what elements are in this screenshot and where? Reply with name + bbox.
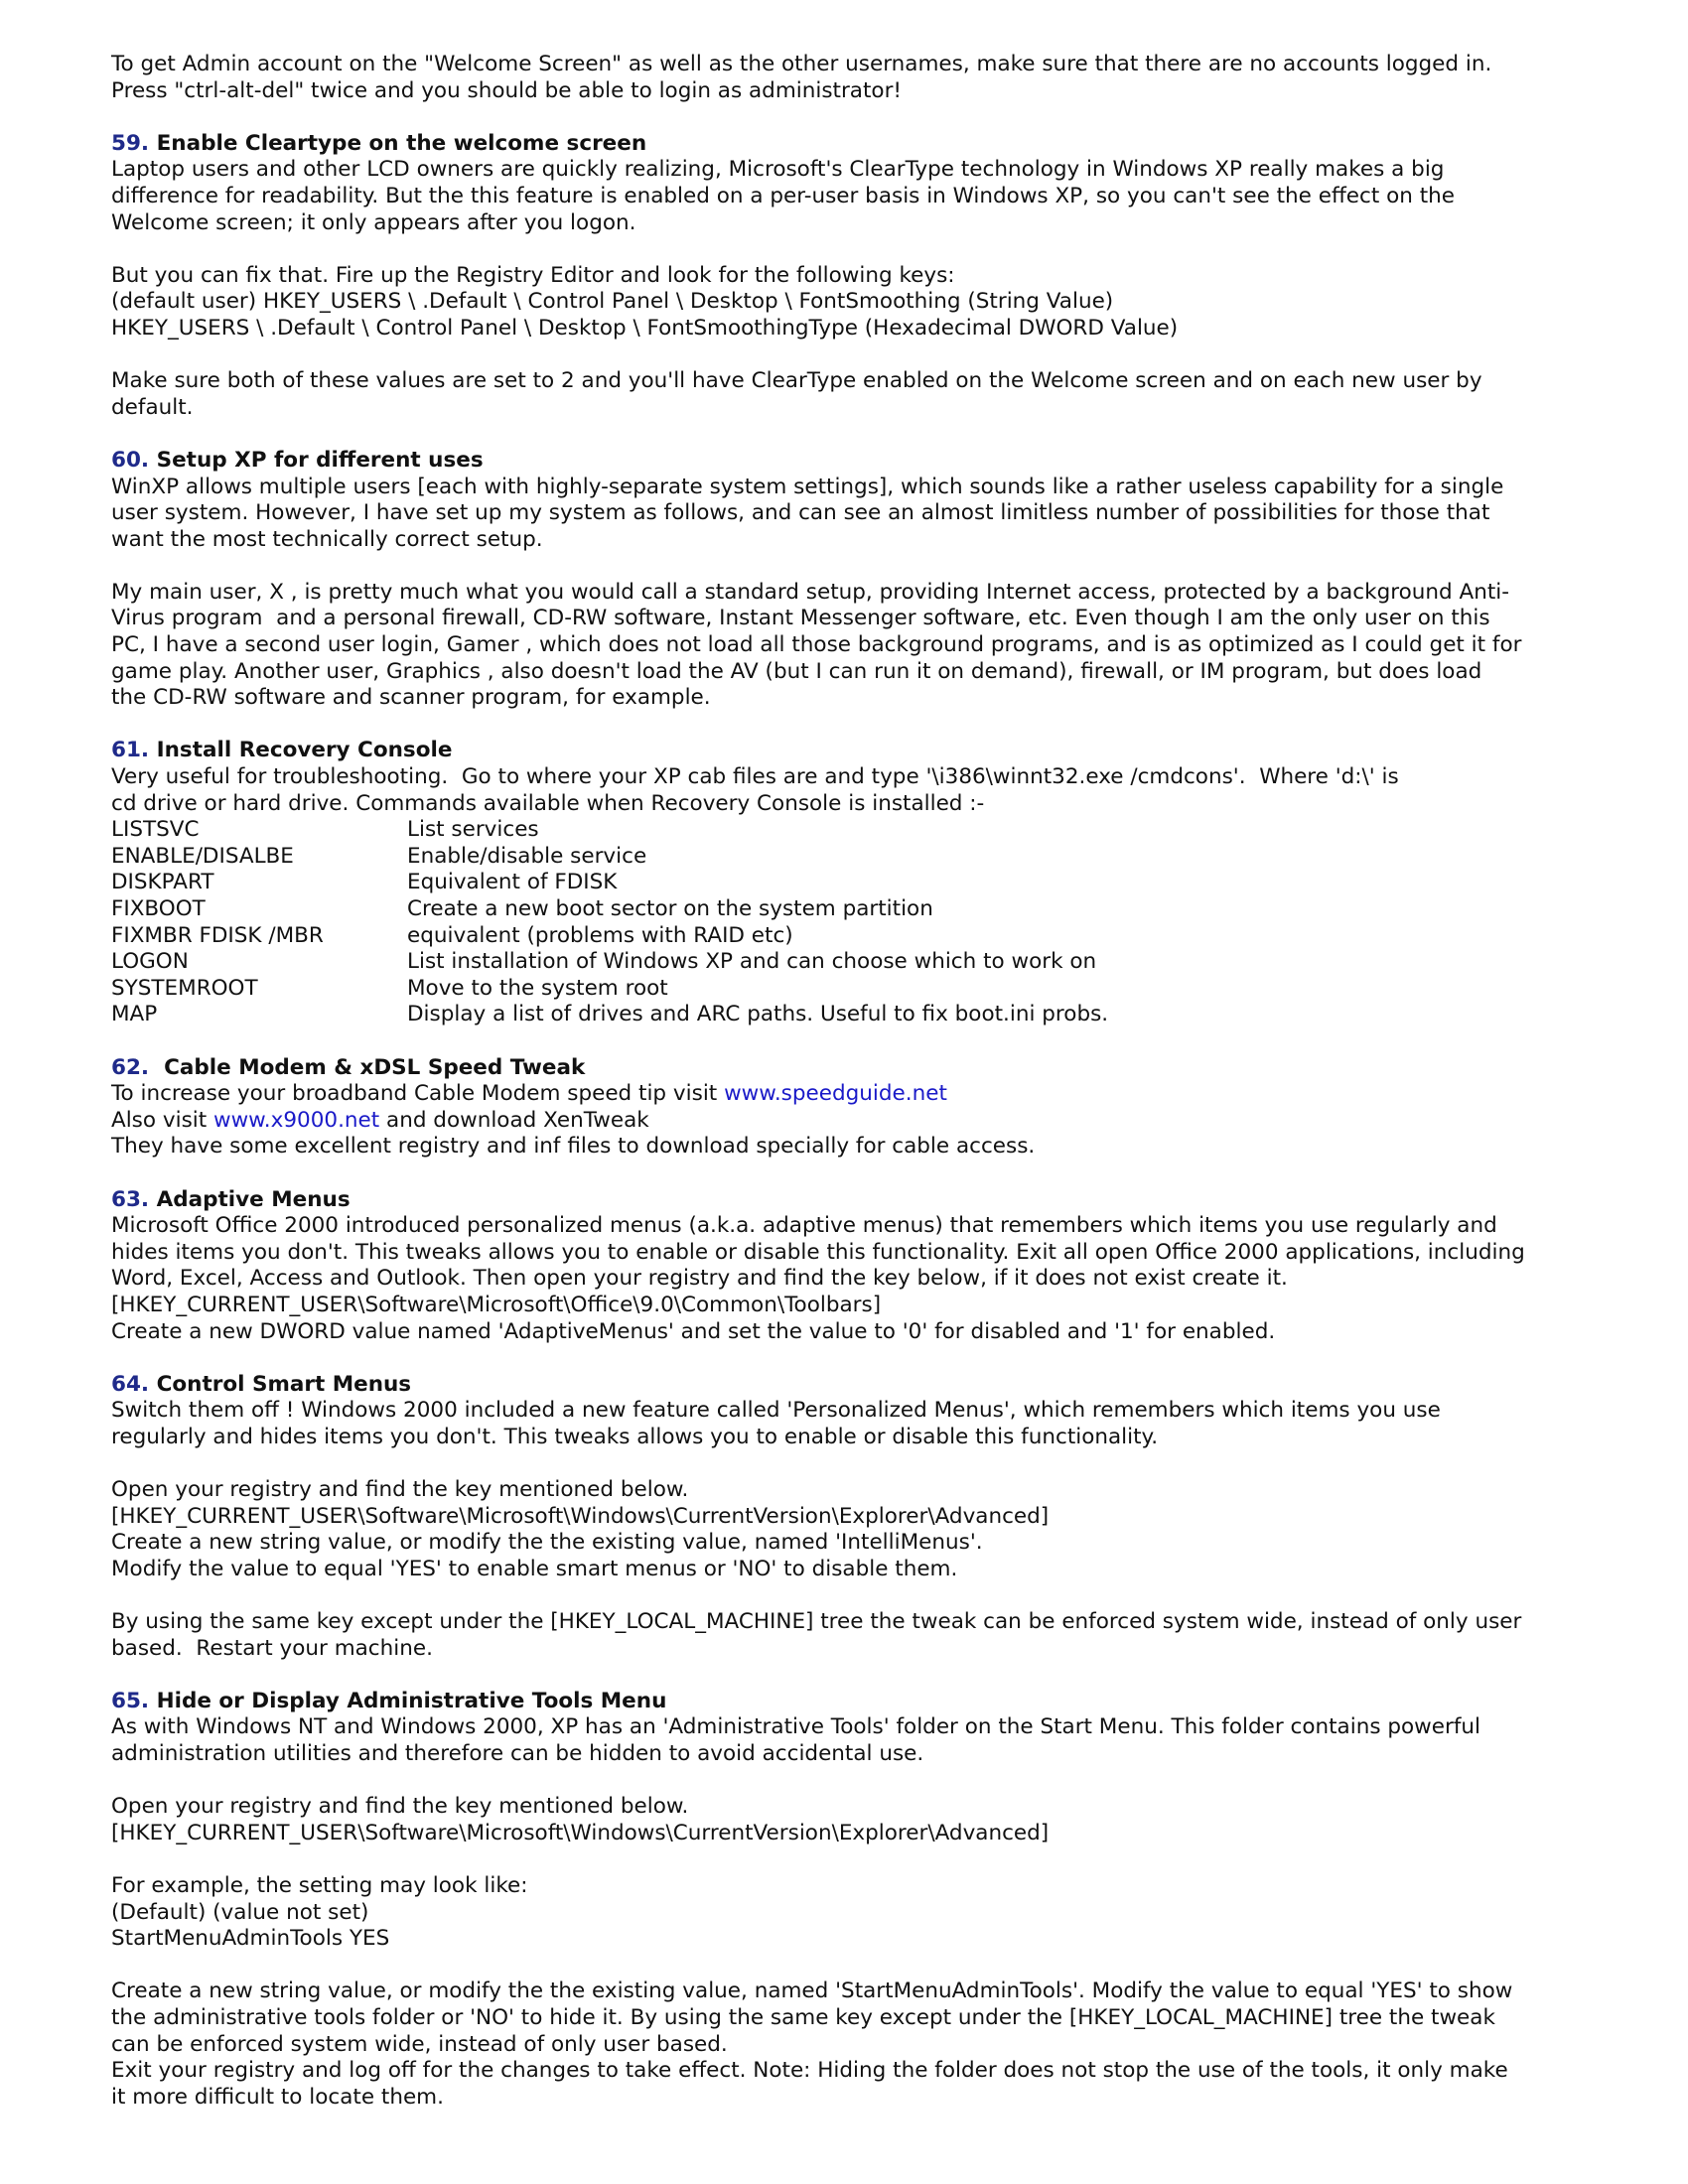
body-line: the CD-RW software and scanner program, for example.	[111, 685, 711, 711]
body-line: Exit your registry and log off for the changes to take effect. Note: Hiding the folder does not stop the use of the tools, it only make	[111, 2058, 1508, 2084]
section-65-heading: 65. Hide or Display Administrative Tools Menu	[111, 1688, 667, 1713]
command-name: MAP	[111, 1002, 158, 1027]
body-line: WinXP allows multiple users [each with highly-separate system settings], which sounds like a rather useless capability for a single	[111, 474, 1504, 499]
body-line: hides items you don't. This tweaks allows you to enable or disable this functionality. Exit all open Office 2000 applications, including	[111, 1239, 1525, 1265]
command-name: ENABLE/DISALBE	[111, 843, 294, 869]
command-name: DISKPART	[111, 870, 214, 895]
body-line: default.	[111, 394, 194, 420]
section-63-heading: 63. Adaptive Menus	[111, 1186, 351, 1212]
speedguide-link[interactable]: www.speedguide.net	[724, 1081, 947, 1107]
body-line: can be enforced system wide, instead of only user based.	[111, 2031, 728, 2057]
body-line: Switch them off ! Windows 2000 included a new feature called 'Personalized Menus', which remembers which items you use	[111, 1398, 1441, 1424]
body-line: Microsoft Office 2000 introduced personalized menus (a.k.a. adaptive menus) that remembers which items you use regularly and	[111, 1213, 1497, 1239]
command-description: Move to the system root	[407, 975, 668, 1001]
recovery-commands-table	[111, 817, 1108, 1028]
body-line: Virus program and a personal firewall, CD-RW software, Instant Messenger software, etc. Even though I am the only user on this	[111, 606, 1490, 631]
body-line: difference for readability. But the this feature is enabled on a per-user basis in Windows XP, so you can't see the effect on the	[111, 183, 1455, 208]
body-line: HKEY_USERS \ .Default \ Control Panel \ Desktop \ FontSmoothingType (Hexadecimal DWORD Value)	[111, 315, 1179, 341]
section-64-heading: 64. Control Smart Menus	[111, 1371, 412, 1397]
body-line: [HKEY_CURRENT_USER\Software\Microsoft\Office\9.0\Common\Toolbars]	[111, 1292, 882, 1317]
body-line: Also visit www.x9000.net and download XenTweak	[111, 1107, 649, 1133]
command-name: LISTSVC	[111, 817, 200, 843]
body-line: the administrative tools folder or 'NO' to hide it. By using the same key except under the [HKEY_LOCAL_MACHINE] tree the tweak	[111, 2004, 1495, 2030]
body-line: (default user) HKEY_USERS \ .Default \ Control Panel \ Desktop \ FontSmoothing (String Value)	[111, 289, 1114, 315]
body-line: regularly and hides items you don't. This tweaks allows you to enable or disable this functionality.	[111, 1424, 1159, 1449]
section-60-heading: 60. Setup XP for different uses	[111, 447, 484, 473]
command-description: equivalent (problems with RAID etc)	[407, 922, 793, 948]
body-line: Laptop users and other LCD owners are quickly realizing, Microsoft's ClearType technology in Windows XP really makes a big	[111, 157, 1445, 183]
body-line: Create a new DWORD value named 'AdaptiveMenus' and set the value to '0' for disabled and '1' for enabled.	[111, 1318, 1276, 1344]
body-line: cd drive or hard drive. Commands available when Recovery Console is installed :-	[111, 790, 985, 816]
body-line: StartMenuAdminTools YES	[111, 1926, 390, 1952]
section-61-heading: 61. Install Recovery Console	[111, 738, 453, 763]
body-line: user system. However, I have set up my system as follows, and can see an almost limitless number of possibilities for those that	[111, 500, 1490, 526]
body-line: administration utilities and therefore can be hidden to avoid accidental use.	[111, 1741, 924, 1766]
body-line: My main user, X , is pretty much what you would call a standard setup, providing Internet access, protected by a background Anti-	[111, 579, 1509, 605]
section-59-heading: 59. Enable Cleartype on the welcome screen	[111, 130, 647, 156]
table-row	[111, 817, 1108, 844]
body-line: But you can fix that. Fire up the Registry Editor and look for the following keys:	[111, 262, 955, 288]
table-row	[111, 870, 1108, 896]
body-line: Open your registry and find the key mentioned below.	[111, 1477, 689, 1503]
body-line: it more difficult to locate them.	[111, 2084, 444, 2110]
command-name: FIXBOOT	[111, 896, 206, 921]
command-description: Create a new boot sector on the system partition	[407, 896, 933, 921]
command-name: SYSTEMROOT	[111, 975, 258, 1001]
body-line: Create a new string value, or modify the the existing value, named 'IntelliMenus'.	[111, 1530, 983, 1556]
body-line: Modify the value to equal 'YES' to enable smart menus or 'NO' to disable them.	[111, 1556, 958, 1581]
section-62-heading: 62. Cable Modem & xDSL Speed Tweak	[111, 1054, 586, 1080]
command-description: List services	[407, 817, 539, 843]
x9000-link[interactable]: www.x9000.net	[213, 1107, 380, 1133]
body-line: By using the same key except under the [HKEY_LOCAL_MACHINE] tree the tweak can be enforced system wide, instead of only user	[111, 1609, 1522, 1635]
body-line: [HKEY_CURRENT_USER\Software\Microsoft\Windows\CurrentVersion\Explorer\Advanced]	[111, 1503, 1050, 1529]
body-line: PC, I have a second user login, Gamer , which does not load all those background programs, and is as optimized as I could get it for	[111, 632, 1522, 658]
body-line: (Default) (value not set)	[111, 1899, 369, 1925]
table-row	[111, 923, 1108, 950]
body-line: Very useful for troubleshooting. Go to where your XP cab files are and type '\i386\winnt32.exe /cmdcons'. Where 'd:\' is	[111, 764, 1399, 790]
body-line: Create a new string value, or modify the the existing value, named 'StartMenuAdminTools'. Modify the value to equal 'YES' to show	[111, 1979, 1513, 2004]
command-description: Equivalent of FDISK	[407, 870, 618, 895]
body-line: Word, Excel, Access and Outlook. Then open your registry and find the key below, if it does not exist create it.	[111, 1266, 1288, 1292]
body-line: Open your registry and find the key mentioned below.	[111, 1794, 689, 1820]
command-description: Display a list of drives and ARC paths. Useful to fix boot.ini probs.	[407, 1002, 1109, 1027]
body-line: Make sure both of these values are set to 2 and you'll have ClearType enabled on the Welcome screen and on each new user by	[111, 368, 1482, 394]
table-row	[111, 949, 1108, 976]
command-name: FIXMBR FDISK /MBR	[111, 922, 324, 948]
command-description: Enable/disable service	[407, 843, 647, 869]
table-row	[111, 844, 1108, 871]
intro-line: Press "ctrl-alt-del" twice and you should be able to login as administrator!	[111, 77, 903, 103]
command-description: List installation of Windows XP and can choose which to work on	[407, 949, 1097, 975]
table-row	[111, 1002, 1108, 1028]
body-line: [HKEY_CURRENT_USER\Software\Microsoft\Windows\CurrentVersion\Explorer\Advanced]	[111, 1820, 1050, 1845]
body-line: Welcome screen; it only appears after you logon.	[111, 209, 636, 235]
body-line: As with Windows NT and Windows 2000, XP has an 'Administrative Tools' folder on the Start Menu. This folder contains powerful	[111, 1714, 1480, 1740]
table-row	[111, 976, 1108, 1003]
table-row	[111, 896, 1108, 923]
intro-line: To get Admin account on the "Welcome Screen" as well as the other usernames, make sure that there are no accounts logged in.	[111, 52, 1492, 76]
command-name: LOGON	[111, 949, 189, 975]
body-line: game play. Another user, Graphics , also doesn't load the AV (but I can run it on demand), firewall, or IM program, but does load	[111, 658, 1482, 684]
body-line: For example, the setting may look like:	[111, 1872, 528, 1898]
body-line: They have some excellent registry and inf files to download specially for cable access.	[111, 1134, 1036, 1160]
body-line: To increase your broadband Cable Modem speed tip visit www.speedguide.net	[111, 1081, 947, 1107]
body-line: want the most technically correct setup.	[111, 526, 543, 552]
body-line: based. Restart your machine.	[111, 1635, 433, 1661]
